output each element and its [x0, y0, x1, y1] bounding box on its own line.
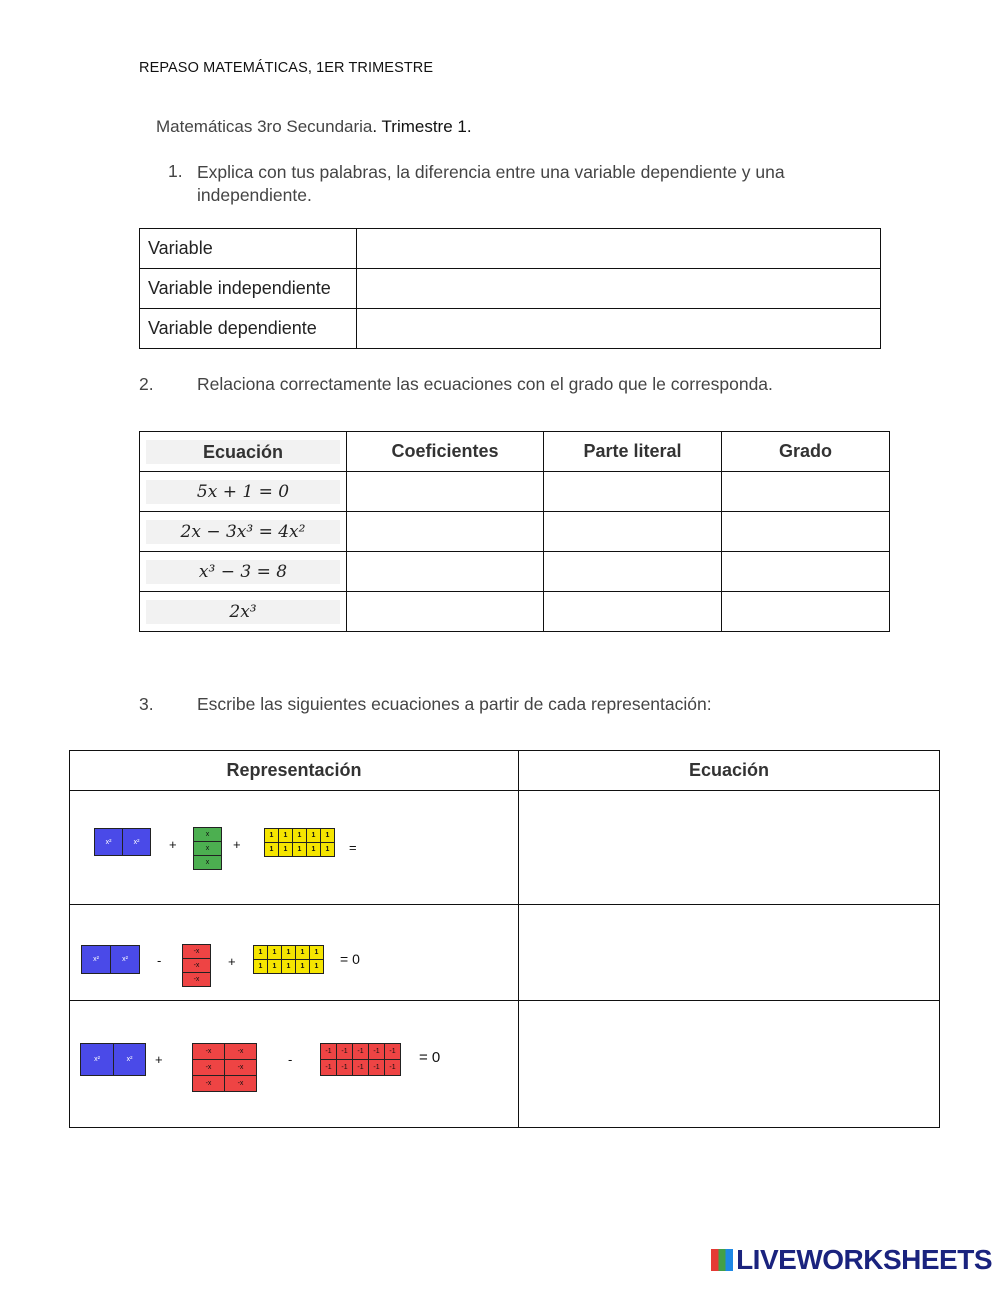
table-header-row [140, 432, 890, 472]
plus-sign: + [169, 837, 177, 852]
q1-number: 1. [168, 161, 183, 181]
table-row [140, 269, 881, 309]
negative-x-tile: -x [182, 944, 211, 959]
x-squared-tile: x² [94, 828, 123, 856]
negative-x-tile: -x [224, 1043, 257, 1060]
table-row [140, 229, 881, 269]
q2-literal-cell[interactable] [544, 472, 722, 512]
negative-unit-tile: -1 [336, 1059, 353, 1076]
negative-unit-tile: -1 [320, 1059, 337, 1076]
negative-x-tile: -x [192, 1043, 225, 1060]
x-tile: x [193, 855, 222, 870]
x-tile: x [193, 827, 222, 842]
unit-tile: 1 [267, 959, 282, 974]
negative-unit-tile: -1 [368, 1043, 385, 1060]
subtitle [156, 117, 472, 137]
q2-equation-cell [140, 552, 347, 592]
negative-x-tile: -x [224, 1075, 257, 1092]
q2-literal-cell[interactable] [544, 592, 722, 632]
x-squared-tile: x² [122, 828, 151, 856]
q1-text-line1: Explica con tus palabras, la diferencia entre una variable dependiente y una [197, 162, 785, 182]
negative-x-tile: -x [182, 972, 211, 987]
minus-sign: - [288, 1052, 293, 1067]
negative-unit-tile: -1 [320, 1043, 337, 1060]
q1-row-label: Variable [140, 229, 357, 269]
table-row [140, 309, 881, 349]
unit-tile: 1 [253, 959, 268, 974]
q1-row-label: Variable independiente [140, 269, 357, 309]
unit-tile: 1 [264, 828, 279, 843]
q2-coef-cell[interactable] [347, 512, 544, 552]
q2-equation-cell [140, 472, 347, 512]
negative-unit-tile: -1 [352, 1059, 369, 1076]
equals-zero: = 0 [419, 1049, 441, 1066]
liveworksheets-logo [711, 1244, 992, 1276]
x-squared-tile: x² [80, 1043, 114, 1076]
plus-sign: + [155, 1052, 163, 1067]
q1-table [139, 228, 881, 349]
q3-text: Escribe las siguientes ecuaciones a partir de cada representación: [197, 694, 712, 714]
page-header: REPASO MATEMÁTICAS, 1ER TRIMESTRE [139, 60, 434, 76]
q1-answer-cell[interactable] [357, 269, 881, 309]
q2-coef-cell[interactable] [347, 552, 544, 592]
unit-tile: 1 [320, 828, 335, 843]
q3-answer-cell[interactable] [519, 1001, 940, 1128]
logo-mark-icon [711, 1249, 733, 1271]
q2-equation: 2x − 3x³ = 4x² [146, 520, 340, 544]
unit-tile: 1 [253, 945, 268, 960]
q2-equation-cell [140, 512, 347, 552]
q2-equation: 2x³ [146, 600, 340, 624]
q1-answer-cell[interactable] [357, 229, 881, 269]
unit-tile: 1 [295, 945, 310, 960]
table-row [140, 552, 890, 592]
negative-x-tile: -x [224, 1059, 257, 1076]
q2-grado-cell[interactable] [722, 512, 890, 552]
q2-header-grado: Grado [722, 432, 890, 472]
table-row [140, 472, 890, 512]
q2-equation: x³ − 3 = 8 [146, 560, 340, 584]
negative-unit-tile: -1 [336, 1043, 353, 1060]
plus-sign: + [228, 954, 236, 969]
negative-x-tile: -x [182, 958, 211, 973]
q3-number: 3. [139, 694, 154, 714]
q2-header-ecuacion [140, 432, 347, 472]
q2-header-parte-literal: Parte literal [544, 432, 722, 472]
subtitle-tail: . Trimestre 1. [372, 117, 472, 136]
x-squared-tile: x² [113, 1043, 146, 1076]
q3-header-ecuacion: Ecuación [519, 751, 940, 791]
unit-tile: 1 [309, 959, 324, 974]
q2-text: Relaciona correctamente las ecuaciones con el grado que le corresponda. [197, 374, 773, 394]
negative-unit-tile: -1 [352, 1043, 369, 1060]
subtitle-main: Matemáticas 3ro Secundaria [156, 117, 373, 136]
equals-zero: = 0 [340, 951, 360, 967]
negative-unit-tile: -1 [384, 1059, 401, 1076]
q3-header-representacion: Representación [70, 751, 519, 791]
q2-table [139, 431, 890, 632]
unit-tile: 1 [295, 959, 310, 974]
q2-grado-cell[interactable] [722, 592, 890, 632]
q1-text [197, 161, 785, 207]
unit-tile: 1 [292, 842, 307, 857]
q1-row-label: Variable dependiente [140, 309, 357, 349]
unit-tile: 1 [306, 842, 321, 857]
q1-answer-cell[interactable] [357, 309, 881, 349]
unit-tile: 1 [267, 945, 282, 960]
q2-coef-cell[interactable] [347, 592, 544, 632]
q2-grado-cell[interactable] [722, 472, 890, 512]
unit-tile: 1 [320, 842, 335, 857]
x-squared-tile: x² [81, 945, 111, 974]
minus-sign: - [157, 953, 162, 968]
q2-header-ecuacion-label: Ecuación [146, 440, 340, 464]
unit-tile: 1 [292, 828, 307, 843]
q3-answer-cell[interactable] [519, 905, 940, 1001]
q2-literal-cell[interactable] [544, 552, 722, 592]
q2-literal-cell[interactable] [544, 512, 722, 552]
unit-tile: 1 [264, 842, 279, 857]
q2-equation: 5x + 1 = 0 [146, 480, 340, 504]
table-row [140, 592, 890, 632]
negative-unit-tile: -1 [368, 1059, 385, 1076]
negative-unit-tile: -1 [384, 1043, 401, 1060]
x-tile: x [193, 841, 222, 856]
q3-answer-cell[interactable] [519, 791, 940, 905]
unit-tile: 1 [281, 959, 296, 974]
negative-x-tile: -x [192, 1059, 225, 1076]
negative-x-tile: -x [192, 1075, 225, 1092]
q2-number: 2. [139, 374, 154, 394]
q2-header-coeficientes: Coeficientes [347, 432, 544, 472]
brand-name: LIVEWORKSHEETS [736, 1244, 992, 1275]
q2-coef-cell[interactable] [347, 472, 544, 512]
table-row [140, 512, 890, 552]
unit-tile: 1 [281, 945, 296, 960]
table-header-row [70, 751, 940, 791]
unit-tile: 1 [306, 828, 321, 843]
unit-tile: 1 [309, 945, 324, 960]
unit-tile: 1 [278, 842, 293, 857]
x-squared-tile: x² [110, 945, 140, 974]
plus-sign: + [233, 837, 241, 852]
unit-tile: 1 [278, 828, 293, 843]
q2-grado-cell[interactable] [722, 552, 890, 592]
q2-equation-cell [140, 592, 347, 632]
q1-text-line2: independiente. [197, 185, 312, 205]
equals-sign: = [349, 840, 357, 855]
